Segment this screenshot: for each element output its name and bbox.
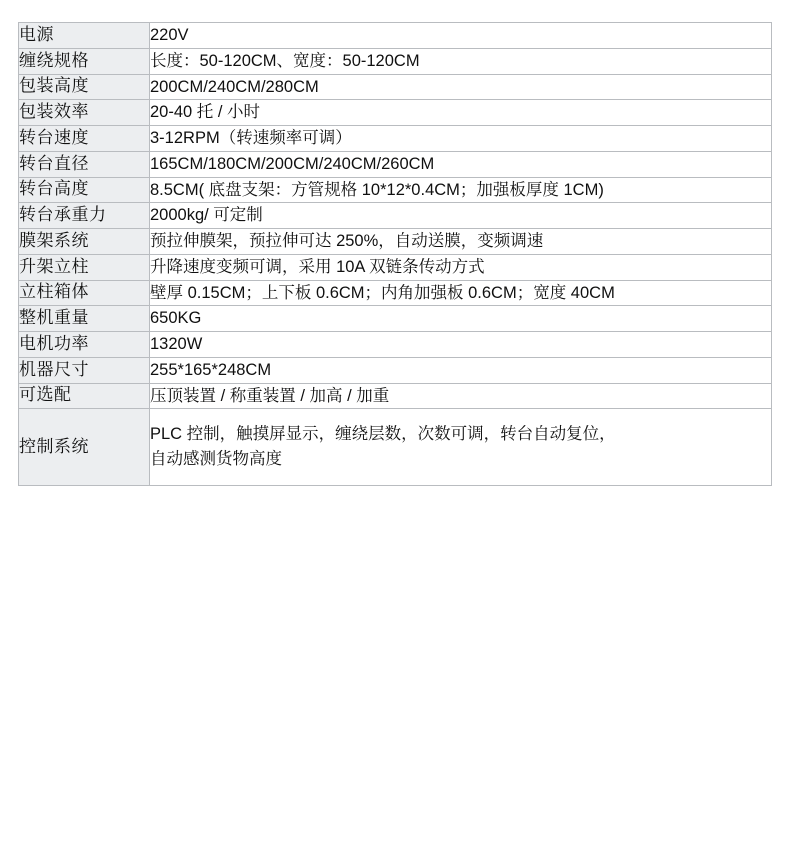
table-row — [19, 332, 772, 358]
table-row — [19, 203, 772, 229]
row-label: 电机功率 — [19, 332, 150, 358]
row-value: 长度：50-120CM、宽度：50-120CM — [150, 48, 772, 74]
table-row — [19, 151, 772, 177]
row-label: 立柱箱体 — [19, 280, 150, 306]
row-label: 转台速度 — [19, 126, 150, 152]
row-value-line-2: 自动感测货物高度 — [150, 450, 282, 468]
row-value: 165CM/180CM/200CM/240CM/260CM — [150, 151, 772, 177]
row-label: 缠绕规格 — [19, 48, 150, 74]
row-label: 控制系统 — [19, 409, 150, 486]
table-row — [19, 357, 772, 383]
row-value — [150, 409, 772, 486]
row-value: 压顶装置 / 称重装置 / 加高 / 加重 — [150, 383, 772, 409]
table-row — [19, 177, 772, 203]
table-row — [19, 280, 772, 306]
row-label: 整机重量 — [19, 306, 150, 332]
row-label: 转台高度 — [19, 177, 150, 203]
row-label: 电源 — [19, 23, 150, 49]
table-row — [19, 409, 772, 486]
row-value: 200CM/240CM/280CM — [150, 74, 772, 100]
row-value: 20-40 托 / 小时 — [150, 100, 772, 126]
row-value-line-1: PLC 控制，触摸屏显示，缠绕层数，次数可调，转台自动复位， — [150, 425, 616, 444]
table-row — [19, 100, 772, 126]
row-value: 255*165*248CM — [150, 357, 772, 383]
row-value: 升降速度变频可调，采用 10A 双链条传动方式 — [150, 254, 772, 280]
table-row — [19, 229, 772, 255]
table-row — [19, 74, 772, 100]
row-value: 650KG — [150, 306, 772, 332]
row-value: 220V — [150, 23, 772, 49]
table-row — [19, 254, 772, 280]
row-label: 包装高度 — [19, 74, 150, 100]
row-label: 膜架系统 — [19, 229, 150, 255]
table-row — [19, 383, 772, 409]
row-value: 2000kg/ 可定制 — [150, 203, 772, 229]
row-value: 3-12RPM（转速频率可调） — [150, 126, 772, 152]
row-label: 机器尺寸 — [19, 357, 150, 383]
table-row — [19, 48, 772, 74]
row-label: 转台承重力 — [19, 203, 150, 229]
row-label: 包装效率 — [19, 100, 150, 126]
row-label: 可选配 — [19, 383, 150, 409]
table-body — [19, 23, 772, 486]
table-row — [19, 23, 772, 49]
row-value: 壁厚 0.15CM；上下板 0.6CM；内角加强板 0.6CM；宽度 40CM — [150, 280, 772, 306]
row-label: 升架立柱 — [19, 254, 150, 280]
row-value: 1320W — [150, 332, 772, 358]
row-value: 8.5CM( 底盘支架：方管规格 10*12*0.4CM；加强板厚度 1CM) — [150, 177, 772, 203]
table-row — [19, 126, 772, 152]
table-row — [19, 306, 772, 332]
specification-table — [18, 22, 772, 486]
row-value: 预拉伸膜架，预拉伸可达 250%，自动送膜，变频调速 — [150, 229, 772, 255]
row-label: 转台直径 — [19, 151, 150, 177]
